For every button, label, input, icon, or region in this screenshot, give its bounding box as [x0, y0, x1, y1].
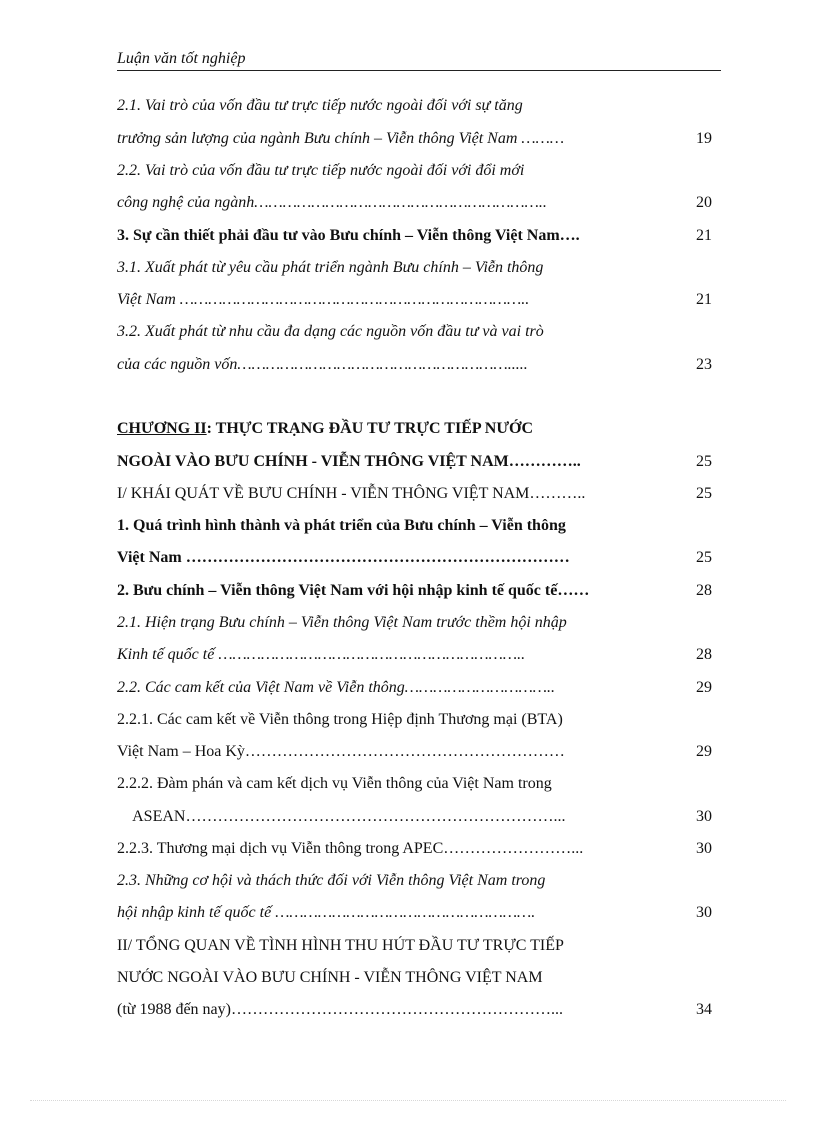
toc-page-number: 28 [696, 646, 712, 663]
toc-line: 2.1. Vai trò của vốn đầu tư trực tiếp nước ngoài đối với sự tăng [117, 97, 523, 114]
toc-line: 2.2. Các cam kết của Việt Nam về Viễn thông………………………….. [117, 679, 556, 696]
toc-page-number: 19 [696, 130, 712, 147]
toc-line: Việt Nam ……………………………………………………………….. [117, 291, 530, 308]
toc-line: ASEAN……………………………………………………………... [117, 808, 566, 825]
toc-page-number: 28 [696, 582, 712, 599]
toc-page-number: 25 [696, 453, 712, 470]
toc-line: 2.2.3. Thương mại dịch vụ Viễn thông trong APEC……………………... [117, 840, 584, 857]
toc-line: NƯỚC NGOÀI VÀO BƯU CHÍNH - VIỄN THÔNG VIỆT NAM [117, 969, 543, 986]
toc-line: 2.2.2. Đàm phán và cam kết dịch vụ Viễn thông của Việt Nam trong [117, 775, 552, 792]
toc-page-number: 29 [696, 743, 712, 760]
toc-line: 3.2. Xuất phát từ nhu cầu đa dạng các nguồn vốn đầu tư và vai trò [117, 323, 544, 340]
toc-line: 2.1. Hiện trạng Bưu chính – Viễn thông Việt Nam trước thềm hội nhập [117, 614, 567, 631]
chapter-title: : THỰC TRẠNG ĐẦU TƯ TRỰC TIẾP NƯỚC [206, 420, 534, 437]
toc-line: 2.2. Vai trò của vốn đầu tư trực tiếp nước ngoài đối với đổi mới [117, 162, 525, 179]
toc-line: (từ 1988 đến nay)……………………………………………………... [117, 1001, 563, 1018]
page-header-title: Luận văn tốt nghiệp [117, 50, 246, 67]
toc-line: I/ KHÁI QUÁT VỀ BƯU CHÍNH - VIỄN THÔNG VIỆT NAM……….. [117, 485, 586, 502]
toc-line: 2. Bưu chính – Viễn thông Việt Nam với hội nhập kinh tế quốc tế…… [117, 582, 590, 599]
toc-page-number: 20 [696, 194, 712, 211]
toc-line: Việt Nam – Hoa Kỳ…………………………………………………… [117, 743, 565, 760]
toc-line: hội nhập kinh tế quốc tế ………………………………………………. [117, 904, 536, 921]
toc-page-number: 34 [696, 1001, 712, 1018]
toc-page-number: 30 [696, 808, 712, 825]
toc-line: II/ TỔNG QUAN VỀ TÌNH HÌNH THU HÚT ĐẦU TƯ TRỰC TIẾP [117, 937, 564, 954]
toc-line: 3.1. Xuất phát từ yêu cầu phát triển ngành Bưu chính – Viễn thông [117, 259, 544, 276]
toc-line: công nghệ của ngành…………………………………………………….. [117, 194, 547, 211]
toc-line: NGOÀI VÀO BƯU CHÍNH - VIỄN THÔNG VIỆT NAM………….. [117, 453, 581, 470]
toc-page-number: 23 [696, 356, 712, 373]
toc-line: 2.3. Những cơ hội và thách thức đối với Viễn thông Việt Nam trong [117, 872, 546, 889]
toc-line: Việt Nam ……………………………………………………………… [117, 549, 570, 566]
chapter-label: CHƯƠNG II [117, 420, 207, 437]
toc-page-number: 21 [696, 227, 712, 244]
toc-page-number: 30 [696, 840, 712, 857]
chapter-heading [117, 419, 533, 439]
toc-page-number: 30 [696, 904, 712, 921]
footer-dotted-rule [30, 1100, 786, 1101]
toc-line: 2.2.1. Các cam kết về Viễn thông trong Hiệp định Thương mại (BTA) [117, 711, 563, 728]
toc-page-number: 25 [696, 549, 712, 566]
toc-page-number: 21 [696, 291, 712, 308]
toc-line: trưởng sản lượng của ngành Bưu chính – Viễn thông Việt Nam ……… [117, 130, 565, 147]
toc-page-number: 25 [696, 485, 712, 502]
toc-line: của các nguồn vốn…………………………………………………..... [117, 356, 528, 373]
toc-page-number: 29 [696, 679, 712, 696]
toc-line: 3. Sự cần thiết phải đầu tư vào Bưu chính – Viễn thông Việt Nam…. [117, 227, 580, 244]
toc-line: Kinh tế quốc tế ……………………………………………………….. [117, 646, 526, 663]
toc-line: 1. Quá trình hình thành và phát triển của Bưu chính – Viễn thông [117, 517, 566, 534]
